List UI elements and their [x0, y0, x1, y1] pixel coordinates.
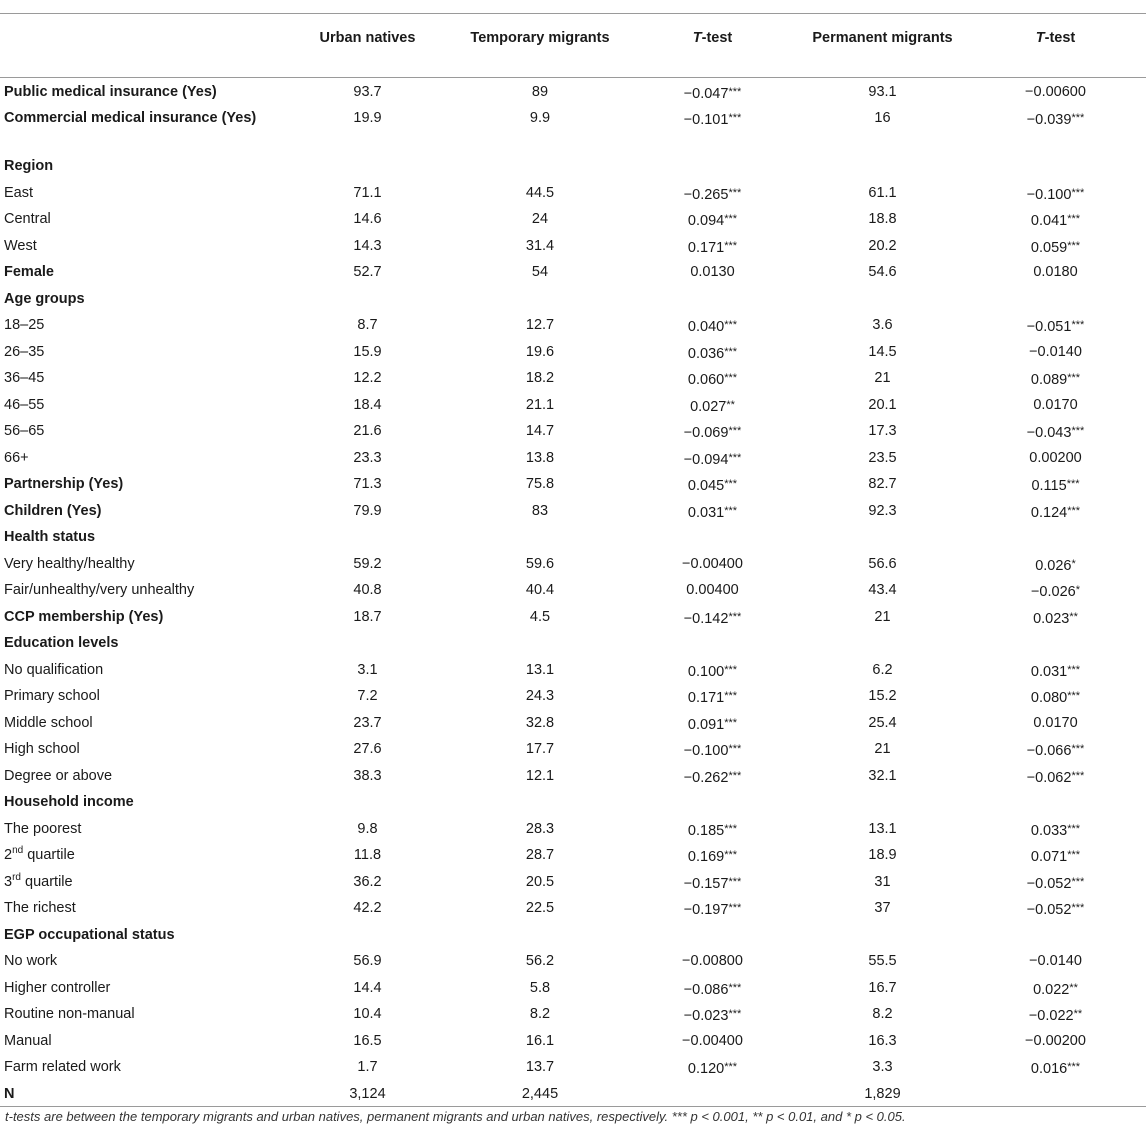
- row-label: East: [4, 184, 34, 201]
- temporary-migrants-cell: [455, 921, 625, 948]
- urban-natives-cell: 3,124: [349, 1085, 386, 1102]
- header-urban-natives: Urban natives: [319, 30, 416, 46]
- permanent-migrants-cell: 21: [874, 370, 891, 386]
- urban-natives-cell: 18.4: [353, 396, 382, 413]
- permanent-migrants-cell: 3.6: [872, 317, 893, 333]
- urban-natives-cell: 79.9: [353, 502, 382, 519]
- ttest-2-cell: −0.0140: [1029, 343, 1082, 360]
- temporary-migrants-cell: 83: [531, 502, 549, 519]
- row-label: EGP occupational status: [4, 926, 175, 943]
- temporary-migrants-cell: 13.7: [525, 1059, 555, 1075]
- table-row: [0, 523, 1146, 550]
- table-row: [0, 735, 1146, 762]
- permanent-migrants-cell: 16.7: [868, 979, 897, 996]
- temporary-migrants-cell: 40.4: [525, 582, 555, 598]
- ttest-2-cell: 0.0170: [1033, 396, 1078, 413]
- permanent-migrants-cell: [800, 152, 965, 179]
- urban-natives-cell: 8.7: [357, 317, 378, 333]
- temporary-migrants-cell: 59.6: [525, 555, 555, 572]
- ttest-1-cell: 0.185***: [687, 822, 738, 839]
- row-label: 46–55: [4, 396, 45, 413]
- table-row: [0, 841, 1146, 868]
- ttest-1-cell: −0.00800: [682, 953, 743, 969]
- ttest-1-cell: [625, 629, 800, 656]
- permanent-migrants-cell: 1,829: [864, 1085, 901, 1102]
- urban-natives-cell: [280, 921, 455, 948]
- urban-natives-cell: 23.7: [353, 714, 382, 731]
- row-label: Fair/unhealthy/very unhealthy: [4, 582, 195, 598]
- row-label: 66+: [4, 449, 29, 466]
- ttest-2-cell: 0.00200: [1029, 449, 1082, 466]
- table-row: [0, 762, 1146, 789]
- ttest-1-cell: −0.00400: [682, 555, 743, 572]
- temporary-migrants-cell: 32.8: [525, 714, 555, 731]
- temporary-migrants-cell: [455, 788, 625, 815]
- ttest-1-cell: [625, 921, 800, 948]
- ttest-2-cell: 0.022**: [1033, 981, 1078, 998]
- urban-natives-cell: 56.9: [353, 953, 382, 969]
- table-row: [0, 364, 1146, 391]
- table-row: [0, 921, 1146, 948]
- temporary-migrants-cell: 31.4: [525, 237, 555, 254]
- ttest-2-cell: −0.062***: [1026, 769, 1085, 786]
- ttest-1-cell: −0.265***: [683, 186, 742, 203]
- table-row: [0, 815, 1146, 842]
- permanent-migrants-cell: 32.1: [868, 767, 897, 784]
- temporary-migrants-cell: 21.1: [525, 396, 555, 413]
- ttest-2-cell: −0.022**: [1028, 1008, 1083, 1024]
- table-footnote: t-tests are between the temporary migrants and urban natives, permanent migrants and urban natives, respectively. *** p < 0.001, ** p < 0.01, and * p < 0.05.: [5, 1109, 906, 1124]
- urban-natives-cell: 19.9: [353, 110, 382, 126]
- table-row: [0, 104, 1146, 152]
- ttest-2-cell: 0.033***: [1030, 822, 1081, 839]
- permanent-migrants-cell: 93.1: [868, 84, 897, 100]
- urban-natives-cell: 14.3: [353, 237, 382, 254]
- ttest-2-cell: 0.026*: [1035, 557, 1076, 574]
- temporary-migrants-cell: [455, 629, 625, 656]
- ttest-2-cell: [965, 921, 1146, 948]
- table-row: [0, 576, 1146, 603]
- table-row: [0, 179, 1146, 206]
- urban-natives-cell: 27.6: [353, 741, 382, 757]
- row-label: Farm related work: [4, 1059, 121, 1075]
- table-row: [0, 391, 1146, 418]
- temporary-migrants-cell: 12.1: [525, 767, 555, 784]
- urban-natives-cell: 14.6: [353, 211, 382, 227]
- permanent-migrants-cell: [800, 629, 965, 656]
- ttest-1-cell: 0.045***: [687, 478, 738, 494]
- ttest-1-cell: 0.171***: [687, 239, 738, 256]
- table-row: [0, 444, 1146, 471]
- ttest-1-cell: 0.036***: [687, 345, 738, 362]
- permanent-migrants-cell: 3.3: [872, 1059, 893, 1075]
- temporary-migrants-cell: 22.5: [525, 900, 555, 916]
- permanent-migrants-cell: 16: [874, 110, 891, 126]
- permanent-migrants-cell: 20.2: [868, 237, 897, 254]
- table-row: [0, 1027, 1146, 1054]
- row-label: Routine non-manual: [4, 1006, 135, 1022]
- ttest-2-cell: 0.124***: [1030, 504, 1081, 521]
- ttest-1-cell: [625, 152, 800, 179]
- permanent-migrants-cell: 20.1: [868, 396, 897, 413]
- table-row: [0, 205, 1146, 232]
- ttest-1-cell: −0.197***: [683, 902, 742, 918]
- temporary-migrants-cell: 56.2: [525, 953, 555, 969]
- ttest-1-cell: −0.047***: [683, 86, 742, 102]
- ttest-1-cell: 0.094***: [687, 213, 738, 229]
- temporary-migrants-cell: 16.1: [525, 1032, 555, 1049]
- permanent-migrants-cell: 23.5: [868, 449, 897, 466]
- permanent-migrants-cell: 21: [874, 741, 891, 757]
- permanent-migrants-cell: 61.1: [868, 184, 897, 201]
- ttest-1-cell: [625, 1080, 800, 1107]
- temporary-migrants-cell: 75.8: [525, 476, 555, 492]
- permanent-migrants-cell: 31: [874, 873, 891, 890]
- urban-natives-cell: 7.2: [357, 688, 378, 704]
- row-label: No work: [4, 953, 58, 969]
- ttest-2-cell: −0.00200: [1025, 1032, 1086, 1049]
- ttest-2-cell: −0.039***: [1026, 112, 1085, 128]
- row-label: Public medical insurance (Yes): [4, 84, 217, 100]
- ttest-1-cell: 0.091***: [687, 716, 738, 733]
- temporary-migrants-cell: 28.3: [525, 820, 555, 837]
- ttest-2-cell: −0.052***: [1026, 902, 1085, 918]
- temporary-migrants-cell: 44.5: [525, 184, 555, 201]
- ttest-2-cell: −0.100***: [1026, 186, 1085, 203]
- table-row: [0, 338, 1146, 365]
- ttest-1-cell: 0.100***: [687, 663, 738, 680]
- ttest-2-cell: 0.0180: [1033, 264, 1078, 280]
- ttest-1-cell: 0.027**: [690, 398, 735, 415]
- ttest-1-cell: 0.060***: [687, 372, 738, 388]
- ttest-1-cell: 0.00400: [686, 582, 739, 598]
- table-body: [0, 78, 1146, 1107]
- temporary-migrants-cell: [455, 152, 625, 179]
- urban-natives-cell: 11.8: [353, 847, 382, 863]
- ttest-1-cell: −0.142***: [683, 610, 742, 627]
- permanent-migrants-cell: 92.3: [868, 502, 897, 519]
- temporary-migrants-cell: 2,445: [521, 1085, 559, 1102]
- table-row: [0, 709, 1146, 736]
- table-row: [0, 947, 1146, 974]
- urban-natives-cell: [280, 152, 455, 179]
- ttest-2-cell: [965, 152, 1146, 179]
- permanent-migrants-cell: 6.2: [872, 661, 893, 678]
- ttest-2-cell: −0.052***: [1026, 875, 1085, 892]
- row-label: 36–45: [4, 370, 45, 386]
- row-label: Region: [4, 158, 54, 174]
- row-label: 2nd quartile: [4, 845, 75, 863]
- temporary-migrants-cell: 4.5: [529, 608, 551, 625]
- row-label: Middle school: [4, 714, 93, 731]
- urban-natives-cell: 52.7: [353, 264, 382, 280]
- ttest-2-cell: [965, 788, 1146, 815]
- ttest-2-cell: 0.016***: [1030, 1061, 1081, 1077]
- header-ttest-2: T-test: [1035, 30, 1076, 46]
- permanent-migrants-cell: 18.8: [868, 211, 897, 227]
- row-label: Health status: [4, 529, 96, 545]
- table-row: [0, 629, 1146, 656]
- table-row: [0, 894, 1146, 921]
- row-label: Household income: [4, 794, 134, 810]
- row-label: West: [4, 237, 37, 254]
- table-row: [0, 152, 1146, 179]
- temporary-migrants-cell: 24.3: [525, 688, 555, 704]
- ttest-1-cell: [625, 285, 800, 312]
- ttest-1-cell: 0.169***: [687, 849, 738, 865]
- ttest-2-cell: [965, 629, 1146, 656]
- permanent-migrants-cell: 54.6: [868, 264, 897, 280]
- temporary-migrants-cell: 18.2: [525, 370, 555, 386]
- ttest-1-cell: −0.100***: [683, 743, 742, 759]
- temporary-migrants-cell: 20.5: [525, 873, 555, 890]
- ttest-1-cell: −0.00400: [682, 1032, 743, 1049]
- table-row: [0, 1000, 1146, 1027]
- header-permanent-migrants: Permanent migrants: [812, 30, 953, 46]
- row-label: CCP membership (Yes): [4, 608, 164, 625]
- permanent-migrants-cell: [800, 285, 965, 312]
- ttest-2-cell: 0.071***: [1030, 849, 1081, 865]
- row-label: Female: [4, 264, 54, 280]
- table-row: [0, 497, 1146, 524]
- urban-natives-cell: [280, 788, 455, 815]
- temporary-migrants-cell: 13.1: [525, 661, 555, 678]
- table-row: [0, 258, 1146, 285]
- permanent-migrants-cell: 17.3: [868, 423, 897, 439]
- table-row: [0, 974, 1146, 1001]
- temporary-migrants-cell: 13.8: [525, 449, 555, 466]
- urban-natives-cell: 42.2: [353, 900, 382, 916]
- urban-natives-cell: 71.3: [353, 476, 382, 492]
- temporary-migrants-cell: 28.7: [525, 847, 555, 863]
- row-label: Primary school: [4, 688, 100, 704]
- ttest-1-cell: −0.086***: [683, 981, 742, 998]
- permanent-migrants-cell: 55.5: [868, 953, 897, 969]
- table-row: [0, 1080, 1146, 1107]
- ttest-2-cell: 0.0170: [1033, 714, 1078, 731]
- permanent-migrants-cell: 13.1: [868, 820, 897, 837]
- temporary-migrants-cell: 14.7: [525, 423, 555, 439]
- row-label: No qualification: [4, 661, 104, 678]
- urban-natives-cell: [280, 285, 455, 312]
- permanent-migrants-cell: 21: [874, 608, 891, 625]
- permanent-migrants-cell: 43.4: [868, 582, 897, 598]
- row-label: Partnership (Yes): [4, 476, 124, 492]
- ttest-1-cell: [625, 788, 800, 815]
- temporary-migrants-cell: 12.7: [525, 317, 555, 333]
- urban-natives-cell: 18.7: [353, 608, 382, 625]
- ttest-1-cell: 0.040***: [687, 319, 738, 335]
- ttest-1-cell: −0.157***: [683, 875, 742, 892]
- table-row: [0, 788, 1146, 815]
- ttest-2-cell: [965, 523, 1146, 550]
- ttest-1-cell: −0.094***: [683, 451, 742, 468]
- urban-natives-cell: 12.2: [353, 370, 382, 386]
- urban-natives-cell: 38.3: [353, 767, 382, 784]
- ttest-1-cell: 0.0130: [690, 264, 735, 280]
- urban-natives-cell: 9.8: [357, 820, 378, 837]
- ttest-1-cell: 0.031***: [687, 504, 738, 521]
- row-label: 26–35: [4, 343, 45, 360]
- ttest-2-cell: −0.026*: [1030, 584, 1081, 600]
- ttest-2-cell: −0.051***: [1026, 319, 1085, 335]
- ttest-1-cell: −0.023***: [683, 1008, 742, 1024]
- urban-natives-cell: 1.7: [357, 1059, 378, 1075]
- permanent-migrants-cell: 14.5: [868, 343, 897, 360]
- ttest-2-cell: 0.041***: [1030, 213, 1081, 229]
- urban-natives-cell: 16.5: [353, 1032, 382, 1049]
- table-row: [0, 232, 1146, 259]
- permanent-migrants-cell: 15.2: [868, 688, 897, 704]
- header-ttest-1: T-test: [692, 30, 733, 46]
- row-label: Manual: [4, 1032, 52, 1049]
- urban-natives-cell: 21.6: [353, 423, 382, 439]
- urban-natives-cell: 93.7: [353, 84, 382, 100]
- ttest-1-cell: −0.262***: [683, 769, 742, 786]
- row-label: Very healthy/healthy: [4, 555, 135, 572]
- permanent-migrants-cell: 16.3: [868, 1032, 897, 1049]
- row-label: Central: [4, 211, 51, 227]
- ttest-2-cell: −0.0140: [1029, 953, 1082, 969]
- permanent-migrants-cell: 37: [874, 900, 891, 916]
- urban-natives-cell: 71.1: [353, 184, 382, 201]
- row-label: Higher controller: [4, 979, 111, 996]
- row-label: 18–25: [4, 317, 45, 333]
- temporary-migrants-cell: 54: [531, 264, 549, 280]
- descriptive-stats-table: [0, 13, 1146, 1107]
- temporary-migrants-cell: 24: [531, 211, 549, 227]
- ttest-2-cell: −0.043***: [1026, 425, 1085, 441]
- ttest-2-cell: 0.031***: [1030, 663, 1081, 680]
- row-label: High school: [4, 741, 80, 757]
- row-label: Commercial medical insurance (Yes): [4, 110, 257, 126]
- ttest-1-cell: −0.069***: [683, 425, 742, 441]
- ttest-2-cell: 0.080***: [1030, 690, 1081, 706]
- permanent-migrants-cell: 25.4: [868, 714, 897, 731]
- ttest-1-cell: 0.171***: [687, 690, 738, 706]
- urban-natives-cell: 15.9: [353, 343, 382, 360]
- ttest-2-cell: 0.089***: [1030, 372, 1081, 388]
- table-row: [0, 550, 1146, 577]
- temporary-migrants-cell: 19.6: [525, 343, 555, 360]
- row-label: 3rd quartile: [4, 871, 73, 890]
- row-label: Education levels: [4, 635, 119, 651]
- urban-natives-cell: 3.1: [357, 661, 378, 678]
- permanent-migrants-cell: 18.9: [868, 847, 897, 863]
- ttest-2-cell: −0.066***: [1026, 743, 1085, 759]
- permanent-migrants-cell: 8.2: [872, 1006, 893, 1022]
- urban-natives-cell: 14.4: [353, 979, 382, 996]
- temporary-migrants-cell: [455, 523, 625, 550]
- header-blank: [0, 14, 280, 78]
- row-label: 56–65: [4, 423, 45, 439]
- urban-natives-cell: 40.8: [353, 582, 382, 598]
- permanent-migrants-cell: [800, 523, 965, 550]
- ttest-1-cell: 0.120***: [687, 1061, 738, 1077]
- table-row: [0, 78, 1146, 105]
- temporary-migrants-cell: 8.2: [529, 1006, 551, 1022]
- row-label: Children (Yes): [4, 502, 102, 519]
- table-row: [0, 285, 1146, 312]
- header-row: [0, 14, 1146, 78]
- permanent-migrants-cell: [800, 788, 965, 815]
- ttest-2-cell: 0.023**: [1033, 610, 1078, 627]
- urban-natives-cell: [280, 629, 455, 656]
- ttest-1-cell: −0.101***: [683, 112, 742, 128]
- table-row: [0, 1053, 1146, 1080]
- urban-natives-cell: 23.3: [353, 449, 382, 466]
- table-row: [0, 656, 1146, 683]
- table-row: [0, 311, 1146, 338]
- ttest-1-cell: [625, 523, 800, 550]
- table-row: [0, 682, 1146, 709]
- table-row: [0, 470, 1146, 497]
- urban-natives-cell: 59.2: [353, 555, 382, 572]
- ttest-2-cell: 0.115***: [1031, 478, 1080, 494]
- ttest-2-cell: [965, 285, 1146, 312]
- row-label: Age groups: [4, 290, 85, 307]
- table-row: [0, 603, 1146, 630]
- header-temporary-migrants: Temporary migrants: [470, 30, 610, 46]
- row-label: N: [4, 1085, 15, 1102]
- row-label: Degree or above: [4, 767, 113, 784]
- permanent-migrants-cell: [800, 921, 965, 948]
- temporary-migrants-cell: 17.7: [525, 741, 555, 757]
- ttest-2-cell: [965, 1080, 1146, 1107]
- temporary-migrants-cell: 89: [531, 84, 549, 100]
- permanent-migrants-cell: 56.6: [868, 555, 897, 572]
- ttest-2-cell: 0.059***: [1030, 239, 1081, 256]
- ttest-2-cell: −0.00600: [1025, 84, 1086, 100]
- row-label: The richest: [4, 900, 76, 916]
- table-row: [0, 417, 1146, 444]
- urban-natives-cell: [280, 523, 455, 550]
- temporary-migrants-cell: [455, 285, 625, 312]
- table-row: [0, 868, 1146, 895]
- temporary-migrants-cell: 9.9: [529, 110, 551, 126]
- urban-natives-cell: 10.4: [353, 1006, 382, 1022]
- temporary-migrants-cell: 5.8: [529, 979, 551, 996]
- row-label: The poorest: [4, 820, 82, 837]
- permanent-migrants-cell: 82.7: [868, 476, 897, 492]
- urban-natives-cell: 36.2: [353, 873, 382, 890]
